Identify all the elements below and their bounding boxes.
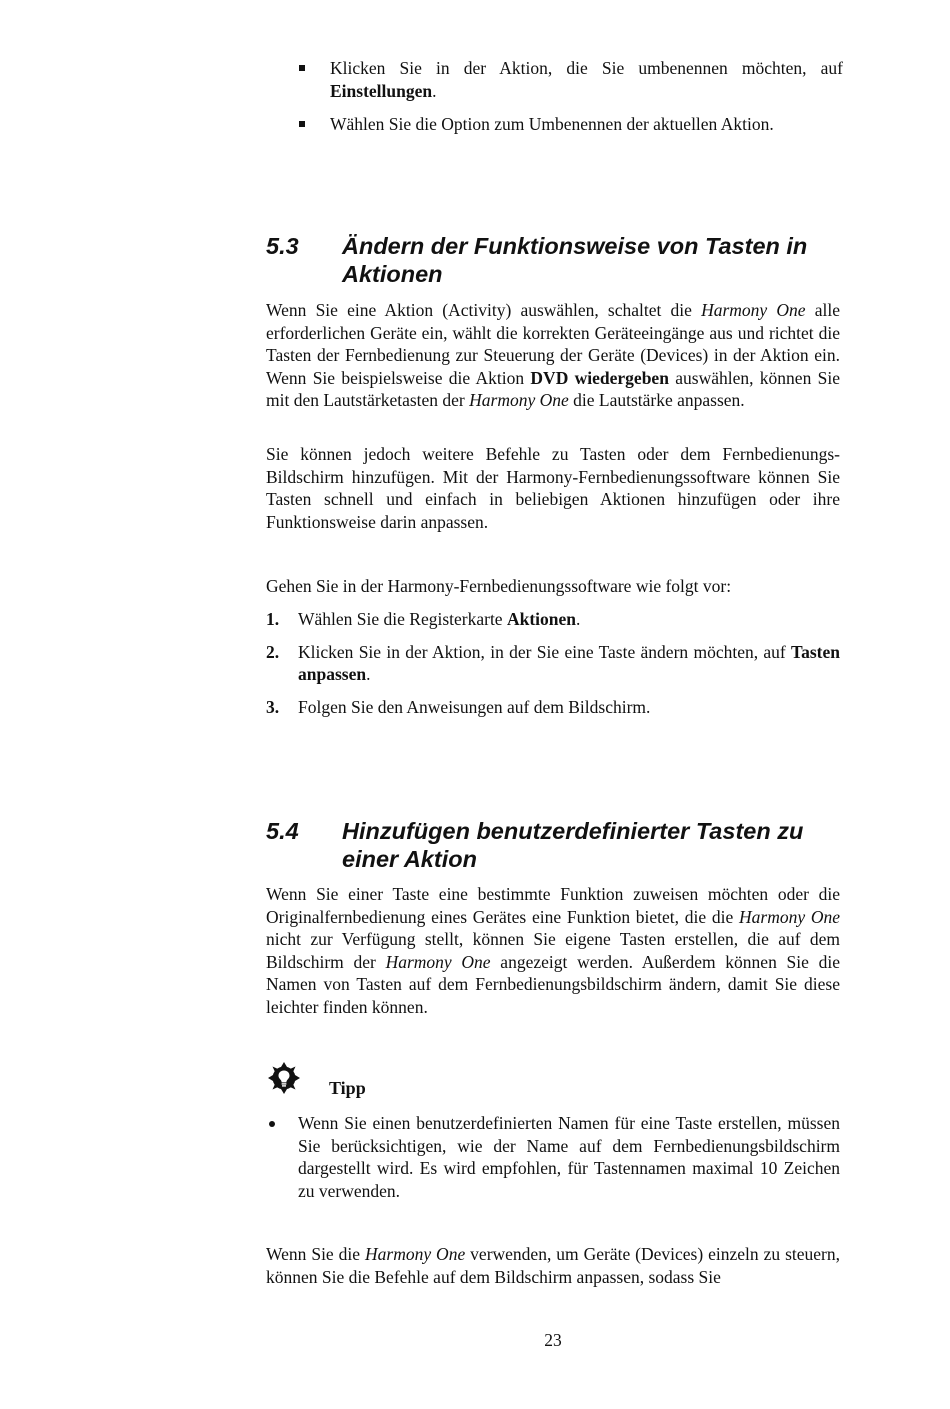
tip-label: Tipp	[329, 1078, 366, 1098]
step-number: 1.	[266, 609, 280, 629]
section-5-3-paragraph-1	[266, 299, 840, 412]
section-number: 5.4	[266, 818, 299, 844]
step-text-end: .	[366, 664, 371, 685]
text-run: die Lautstärke anpassen.	[568, 390, 745, 411]
text-run: nicht zur Verfügung stellt, können Sie eigene Tasten erstellen, die auf dem Bildschirm der	[266, 929, 840, 972]
text-run: Wenn Sie einer Taste eine bestimmte Funktion zuweisen möchten oder die Originalfernbedienung eines Gerätes eine Funktion bietet, die die	[266, 884, 840, 927]
step-number: 3.	[266, 696, 280, 717]
product-name: Harmony One	[469, 390, 569, 411]
list-item	[266, 1112, 840, 1202]
numbered-steps	[266, 608, 840, 728]
ui-label: Aktionen	[506, 609, 576, 629]
tip-list	[266, 1112, 840, 1202]
text-run: auswählen, können Sie mit den Lautstärketasten der	[266, 367, 840, 411]
step-text: Folgen Sie den Anweisungen auf dem Bildschirm.	[298, 696, 651, 717]
list-item	[298, 57, 843, 102]
page-number: 23	[544, 1330, 562, 1350]
square-bullet-icon	[299, 65, 305, 71]
list-item-text: Wenn Sie einen benutzerdefinierten Namen für eine Taste erstellen, müssen Sie berücksichtigen, wie der Name auf dem Fernbedienungsbildschirm dargestellt wird. Es wird empfohlen, für Tastennamen maximal 10 Zeichen zu verwenden.	[298, 1113, 840, 1201]
step-number: 2.	[266, 641, 280, 662]
text-run: Wenn Sie die	[266, 1244, 365, 1264]
text-run: Wenn Sie eine Aktion (Activity) auswählen, schaltet die	[266, 300, 702, 320]
bullet-list-rename	[298, 57, 843, 136]
activity-name: DVD wiedergeben	[530, 367, 669, 388]
list-item	[298, 113, 843, 136]
product-name: Harmony One	[365, 1244, 466, 1264]
step-text: Klicken Sie in der Aktion, in der Sie eine Taste ändern möchten, auf	[298, 641, 792, 662]
square-bullet-icon	[299, 121, 305, 127]
list-item-text: Klicken Sie in der Aktion, die Sie umbenennen möchten, auf	[330, 58, 843, 78]
step-text-end: .	[576, 609, 581, 629]
section-title: Hinzufügen benutzerdefinierter Tasten zu einer Aktion	[342, 818, 804, 872]
section-number: 5.3	[266, 233, 299, 259]
step-text: Wählen Sie die Registerkarte	[298, 609, 507, 629]
list-item-bold: Einstellungen	[330, 80, 433, 101]
list-item-text: Wählen Sie die Option zum Umbenennen der aktuellen Aktion.	[330, 114, 774, 135]
step-item	[266, 608, 840, 631]
paragraph-text: Sie können jedoch weitere Befehle zu Tasten oder dem Fernbedienungs-Bildschirm hinzufügen. Mit der Harmony-Fernbedienungssoftware können Sie Tasten schnell und einfach in beliebigen Aktionen hinzufügen oder ihre Funktionsweise darin anpassen.	[266, 444, 840, 532]
product-name: Harmony One	[739, 906, 840, 927]
step-item	[266, 696, 840, 719]
text-run: verwenden, um Geräte (Devices) einzeln zu steuern, können Sie die Befehle auf dem Bildschirm anpassen, sodass Sie	[266, 1244, 841, 1287]
ui-label: Tasten anpassen	[298, 641, 840, 685]
list-item-text-end: .	[432, 80, 437, 101]
lightbulb-icon	[268, 1062, 300, 1094]
steps-intro	[266, 575, 840, 598]
section-5-4-paragraph-2	[266, 1243, 840, 1288]
text-run: angezeigt werden. Außerdem können Sie die Namen von Tasten auf dem Fernbedienungsbildschirm ändern, damit Sie diese leichter finden können.	[266, 951, 841, 1017]
product-name: Harmony One	[385, 951, 491, 972]
section-title: Ändern der Funktionsweise von Tasten in Aktionen	[342, 233, 808, 287]
text-run: alle erforderlichen Geräte ein, wählt die korrekten Geräteeingänge aus und richtet die Tasten der Fernbedienung zur Steuerung der Geräte (Devices) in der Aktion ein. Wenn Sie beispielsweise die Aktion	[266, 300, 840, 388]
paragraph-text: Gehen Sie in der Harmony-Fernbedienungssoftware wie folgt vor:	[266, 576, 732, 596]
section-5-4-paragraph-1	[266, 883, 840, 1019]
product-name: Harmony One	[701, 300, 806, 320]
step-item	[266, 641, 840, 686]
round-bullet-icon	[269, 1121, 275, 1127]
section-5-3-paragraph-2	[266, 443, 840, 533]
